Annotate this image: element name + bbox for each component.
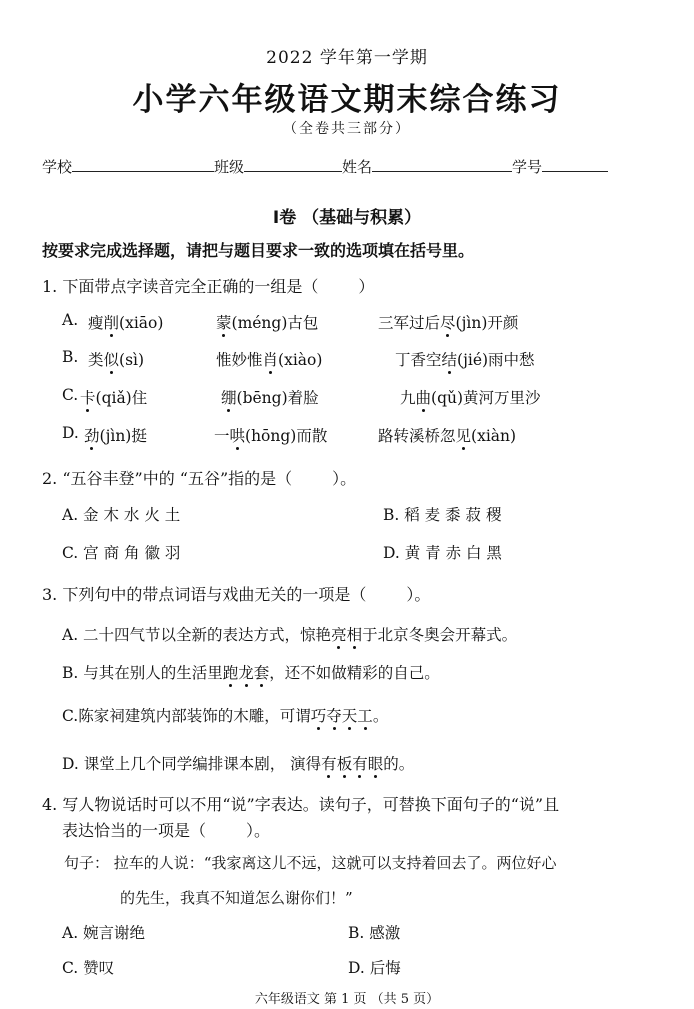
number-label: 学号: [512, 158, 543, 176]
dotted-char: 龙: [238, 664, 254, 682]
dotted-char: 肖: [262, 351, 279, 369]
q4-stem-close: ）。: [246, 821, 271, 840]
word-text: 三军过后: [378, 314, 441, 332]
q2-option-a: A. 金 木 水 火 土: [62, 506, 181, 524]
q3-stem-close: ）。: [406, 585, 431, 604]
dotted-char: 蒙: [216, 314, 232, 332]
dotted-char: 曲: [415, 389, 432, 407]
q4-option-c: C. 赞叹: [62, 959, 115, 977]
dotted-char: 似: [103, 351, 120, 369]
q1-stem-text: 1. 下面带点字读音完全正确的一组是（: [42, 277, 319, 296]
word-text: (xiào): [278, 351, 323, 369]
dotted-char: 工: [357, 707, 373, 725]
q1-row-a-word-2: [216, 311, 318, 333]
q1-row-a-label: A.: [62, 311, 79, 329]
word-text: 惟妙惟: [216, 351, 263, 369]
word-text: (méng)古包: [231, 314, 319, 332]
number-blank[interactable]: [542, 157, 608, 172]
school-blank[interactable]: [72, 157, 214, 172]
dotted-char: 有: [352, 755, 368, 773]
dotted-char: 夺: [326, 707, 342, 725]
option-text: 的。: [383, 755, 415, 773]
q1-stem-close: ）: [358, 277, 375, 296]
q4-option-a: A. 婉言谢绝: [62, 924, 146, 942]
word-text: (jìn)挺: [99, 427, 147, 445]
dotted-word: [223, 664, 270, 682]
q1-row-c-word-1: [80, 386, 147, 408]
q1-row-d-word-2: [214, 424, 327, 446]
q3-stem-text: 3. 下列句中的带点词语与戏曲无关的一项是（: [42, 585, 367, 604]
word-text: (qǔ)黄河万里沙: [431, 389, 541, 407]
q1-row-b-word-3: [395, 348, 535, 370]
option-text: B. 与其在别人的生活里: [62, 664, 223, 682]
word-text: (xiāo): [119, 314, 164, 332]
dotted-char: 相: [346, 626, 363, 644]
question-3-stem: [42, 582, 430, 605]
q2-option-b: B. 稻 麦 黍 菽 稷: [383, 506, 502, 524]
page-footer: 六年级语文 第 1 页 （共 5 页）: [254, 992, 440, 1007]
dotted-word: [331, 626, 362, 644]
dotted-char: 劲: [84, 427, 100, 445]
dotted-char: 天: [341, 707, 358, 725]
dotted-char: 见: [455, 427, 472, 445]
dotted-word: [321, 755, 383, 773]
q1-row-d-word-3: [378, 424, 516, 446]
page-subtitle: （全卷共三部分）: [283, 121, 411, 137]
dotted-char: 绷: [221, 389, 237, 407]
name-blank[interactable]: [372, 157, 512, 172]
q1-row-c-word-2: [221, 386, 319, 408]
option-text: D. 课堂上几个同学编排课本剧， 演得: [62, 755, 322, 773]
dotted-char: 结: [441, 351, 458, 369]
word-text: 类: [88, 351, 104, 369]
dotted-char: 套: [253, 664, 270, 682]
q4-stem-text: 表达恰当的一项是（: [62, 821, 207, 840]
word-text: (bēng)着脸: [236, 389, 319, 407]
option-text: ，还不如做精彩的自己。: [269, 664, 440, 682]
q1-row-c-word-3: [400, 386, 541, 408]
student-info-row: [42, 156, 608, 177]
question-4-stem-line-1: 4. 写人物说话时可以不用“说”字表达。读句子，可替换下面句子的“说”且: [42, 795, 560, 814]
option-text: 于北京冬奥会开幕式。: [362, 626, 518, 644]
class-blank[interactable]: [244, 157, 342, 172]
section-title: I卷 （基础与积累）: [272, 208, 422, 228]
q2-stem-close: ）。: [332, 469, 357, 488]
dotted-char: 板: [336, 755, 353, 773]
q2-stem-text: 2. “五谷丰登”中的 “五谷”指的是（: [42, 469, 293, 488]
q1-row-b-label: B.: [62, 348, 79, 366]
section-instruction: 按要求完成选择题，请把与题目要求一致的选项填在括号里。: [42, 241, 475, 260]
exam-year-term: 2022 学年第一学期: [266, 48, 428, 68]
q1-row-a-word-1: [88, 311, 163, 333]
option-text: 。: [372, 707, 389, 725]
q1-row-d-word-1: [84, 424, 147, 446]
q3-option-d: [62, 752, 414, 774]
q4-sentence-line-2: 的先生，我真不知道怎么谢你们！”: [120, 889, 353, 907]
dotted-char: 削: [103, 314, 120, 332]
q1-row-b-word-1: [88, 348, 144, 370]
option-text: C.陈家祠建筑内部装饰的木雕，可谓: [62, 707, 311, 725]
word-text: (jìn)开颜: [455, 314, 519, 332]
dotted-char: 哄: [229, 427, 246, 445]
dotted-char: 尽: [440, 314, 456, 332]
dotted-char: 亮: [331, 626, 347, 644]
q1-row-c-label: C.: [62, 386, 79, 404]
word-text: 一: [214, 427, 230, 445]
q2-option-c: C. 宫 商 角 徽 羽: [62, 544, 181, 562]
dotted-char: 有: [321, 755, 337, 773]
name-label: 姓名: [342, 158, 373, 176]
dotted-word: [311, 707, 373, 725]
page-title: 小学六年级语文期末综合练习: [132, 82, 562, 118]
question-4-stem-line-2: [62, 818, 270, 841]
q1-row-b-word-2: [216, 348, 322, 370]
word-text: 九: [400, 389, 416, 407]
question-2-stem: [42, 466, 356, 489]
q1-row-d-label: D.: [62, 424, 79, 442]
q2-option-d: D. 黄 青 赤 白 黑: [383, 544, 502, 562]
option-text: A. 二十四气节以全新的表达方式，惊艳: [62, 626, 332, 644]
word-text: 路转溪桥忽: [378, 427, 456, 445]
word-text: (sì): [119, 351, 145, 369]
dotted-char: 跑: [222, 664, 239, 682]
dotted-char: 卡: [80, 389, 96, 407]
q4-option-d: D. 后悔: [348, 959, 401, 977]
school-label: 学校: [42, 158, 73, 176]
word-text: (hōng)而散: [245, 427, 328, 445]
q4-sentence-line-1: 句子： 拉车的人说：“我家离这儿不远，这就可以支持着回去了。两位好心: [64, 854, 557, 872]
dotted-char: 巧: [310, 707, 327, 725]
word-text: 丁香空: [395, 351, 442, 369]
q4-option-b: B. 感激: [348, 924, 401, 942]
q3-option-c: [62, 704, 388, 726]
q3-option-b: [62, 661, 440, 683]
dotted-char: 眼: [367, 755, 384, 773]
word-text: (jié)雨中愁: [457, 351, 535, 369]
question-1-stem: [42, 274, 374, 297]
class-label: 班级: [214, 158, 245, 176]
q1-row-a-word-3: [378, 311, 518, 333]
word-text: (qiǎ)住: [95, 389, 148, 407]
word-text: 瘦: [88, 314, 104, 332]
q3-option-a: [62, 623, 517, 645]
word-text: (xiàn): [471, 427, 517, 445]
